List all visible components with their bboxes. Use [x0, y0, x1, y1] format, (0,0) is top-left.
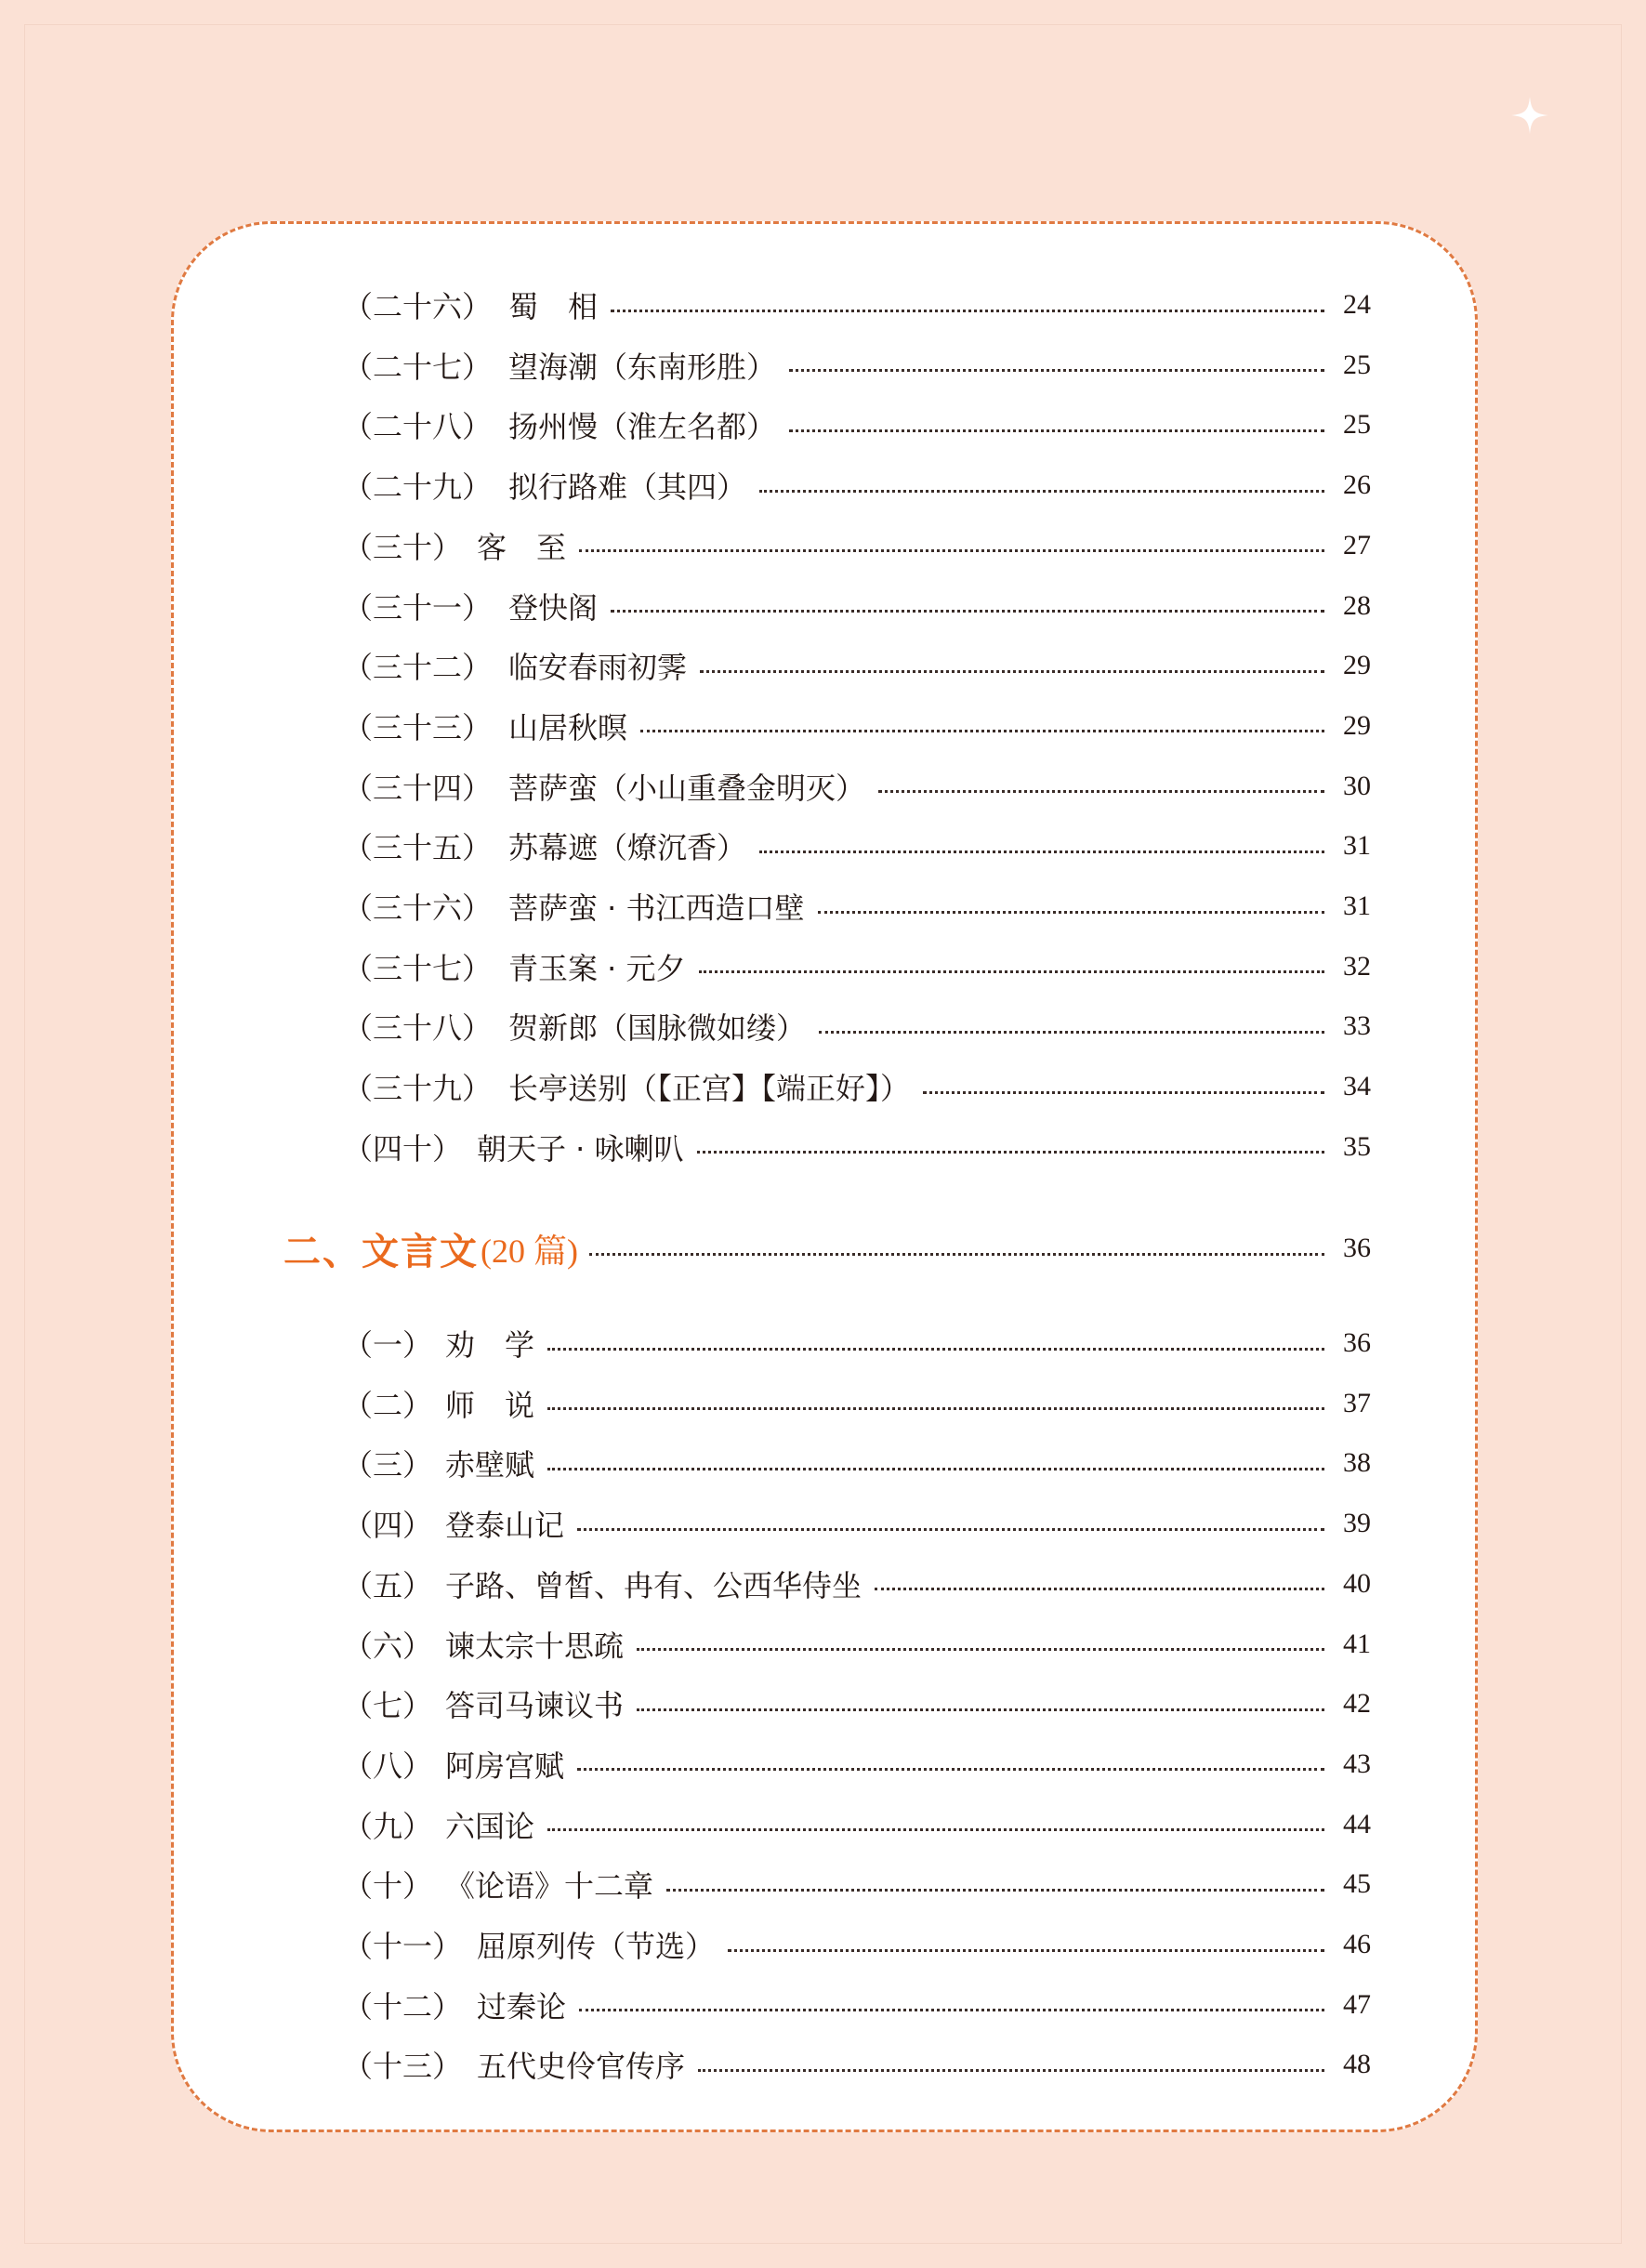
toc-entry-title: 谏太宗十思疏	[445, 1628, 625, 1664]
toc-entry[interactable]	[343, 280, 1371, 330]
toc-entry-title: 山居秋暝	[508, 709, 628, 745]
toc-entry-title: 菩萨蛮 · 书江西造口壁	[508, 890, 805, 926]
toc-entry-number: （四）	[343, 1508, 433, 1544]
toc-entry-page: 33	[1343, 1010, 1371, 1042]
dot-leader	[878, 790, 1324, 793]
toc-entry[interactable]	[343, 1001, 1371, 1051]
dot-leader	[728, 1949, 1324, 1952]
toc-entry-number: （二十六）	[343, 289, 493, 324]
toc-entry-title: 青玉案 · 元夕	[508, 950, 686, 986]
dot-leader	[611, 310, 1324, 312]
toc-entry-number: （三）	[343, 1447, 433, 1483]
dot-leader	[819, 1031, 1324, 1034]
dot-leader	[637, 1708, 1324, 1711]
toc-entry-page: 32	[1343, 950, 1371, 982]
toc-entry-number: （二十七）	[343, 349, 493, 385]
toc-entry-page: 29	[1343, 650, 1371, 681]
toc-entry-title: 答司马谏议书	[445, 1688, 625, 1724]
toc-entry[interactable]	[343, 1919, 1371, 1970]
dot-leader	[699, 970, 1324, 973]
toc-entry[interactable]	[343, 1800, 1371, 1850]
dot-leader	[637, 1648, 1324, 1651]
toc-entry[interactable]	[343, 1559, 1371, 1609]
dot-leader	[789, 429, 1324, 432]
dot-leader	[547, 1407, 1324, 1410]
toc-entry[interactable]	[343, 1378, 1371, 1429]
dot-leader	[547, 1468, 1324, 1470]
dot-leader	[589, 1253, 1324, 1256]
sparkle-icon	[1511, 97, 1548, 134]
toc-entry-number: （六）	[343, 1628, 433, 1664]
toc-entry-title: 贺新郎（国脉微如缕）	[508, 1010, 807, 1047]
toc-entry[interactable]	[343, 701, 1371, 751]
toc-entry-page: 39	[1343, 1508, 1371, 1539]
toc-entry-page: 24	[1343, 289, 1371, 320]
toc-entry-title: 屈原列传（节选）	[477, 1929, 716, 1964]
toc-entry-page: 41	[1343, 1628, 1371, 1659]
toc-entry[interactable]	[343, 1859, 1371, 1909]
toc-entry-number: （三十）	[343, 529, 463, 565]
toc-entry-page: 27	[1343, 529, 1371, 560]
toc-entry-number: （八）	[343, 1747, 433, 1784]
dot-leader	[759, 490, 1324, 493]
toc-entry-page: 40	[1343, 1567, 1371, 1599]
dot-leader	[700, 670, 1324, 673]
toc-entry-title: 《论语》十二章	[445, 1868, 654, 1905]
toc-entry[interactable]	[343, 521, 1371, 571]
toc-entry[interactable]	[343, 2039, 1371, 2090]
toc-entry-page: 30	[1343, 770, 1371, 801]
toc-entry-number: （二十八）	[343, 409, 493, 445]
toc-entry-page: 25	[1343, 349, 1371, 380]
toc-entry-page: 34	[1343, 1071, 1371, 1102]
toc-entry-page: 28	[1343, 589, 1371, 621]
toc-entry[interactable]	[343, 581, 1371, 631]
toc-entry-number: （三十四）	[343, 770, 493, 806]
section-heading-row[interactable]	[283, 1220, 1371, 1276]
dot-leader	[759, 850, 1324, 853]
toc-entry[interactable]	[343, 400, 1371, 450]
toc-entry[interactable]	[343, 640, 1371, 691]
section-count: (20 篇)	[481, 1232, 578, 1270]
toc-entry[interactable]	[343, 1122, 1371, 1172]
toc-entry[interactable]	[343, 460, 1371, 510]
toc-entry-page: 31	[1343, 890, 1371, 921]
dot-leader	[577, 1768, 1324, 1771]
toc-entry-number: （三十九）	[343, 1071, 493, 1107]
toc-entry-title: 望海潮（东南形胜）	[508, 349, 777, 385]
toc-entry-title: 临安春雨初霁	[508, 650, 688, 686]
toc-entry-page: 43	[1343, 1747, 1371, 1779]
toc-entry-number: （十）	[343, 1868, 433, 1905]
toc-entry-page: 29	[1343, 709, 1371, 741]
toc-entry-number: （三十二）	[343, 650, 493, 686]
toc-entry-number: （二十九）	[343, 469, 493, 506]
toc-entry-number: （二）	[343, 1387, 433, 1423]
toc-entry-title: 阿房宫赋	[445, 1747, 565, 1784]
toc-entry-title: 朝天子 · 咏喇叭	[477, 1130, 684, 1167]
toc-entry-page: 37	[1343, 1387, 1371, 1418]
toc-card	[171, 221, 1478, 2132]
dot-leader	[818, 911, 1324, 914]
toc-entry[interactable]	[343, 1739, 1371, 1789]
toc-entry-number: （十三）	[343, 2049, 463, 2085]
toc-entry-number: （三十一）	[343, 589, 493, 626]
toc-entry-page: 31	[1343, 830, 1371, 862]
toc-entry-number: （三十五）	[343, 830, 493, 866]
toc-entry-number: （七）	[343, 1688, 433, 1724]
toc-entry-page: 35	[1343, 1130, 1371, 1162]
toc-entry-title: 五代史伶官传序	[477, 2049, 686, 2085]
toc-entry-title: 客 至	[477, 529, 567, 565]
toc-entry-title: 拟行路难（其四）	[508, 469, 747, 506]
dot-leader	[577, 1528, 1324, 1531]
table-of-contents	[174, 224, 1475, 2130]
dot-leader	[640, 730, 1324, 732]
toc-entry-page: 44	[1343, 1808, 1371, 1839]
dot-leader	[923, 1091, 1324, 1094]
toc-entry-page: 26	[1343, 469, 1371, 501]
toc-entry[interactable]	[343, 1980, 1371, 2030]
dot-leader	[666, 1889, 1324, 1892]
toc-entry[interactable]	[343, 881, 1371, 931]
toc-entry-number: （四十）	[343, 1130, 463, 1167]
dot-leader	[547, 1828, 1324, 1831]
toc-entry-page: 38	[1343, 1447, 1371, 1479]
toc-entry-title: 长亭送别（【正宫】【端正好】）	[508, 1071, 911, 1107]
toc-entry-title: 过秦论	[477, 1988, 567, 2024]
section-page: 36	[1343, 1233, 1371, 1263]
toc-entry-title: 劝 学	[445, 1327, 535, 1363]
dot-leader	[875, 1588, 1324, 1590]
toc-entry-title: 赤壁赋	[445, 1447, 535, 1483]
dot-leader	[579, 2009, 1324, 2011]
toc-entry-title: 蜀 相	[508, 289, 599, 324]
dot-leader	[547, 1348, 1324, 1351]
toc-entry[interactable]	[343, 761, 1371, 811]
toc-entry-page: 48	[1343, 2049, 1371, 2080]
toc-entry-page: 36	[1343, 1327, 1371, 1358]
toc-entry-title: 菩萨蛮（小山重叠金明灭）	[508, 770, 866, 806]
toc-entry-number: （九）	[343, 1808, 433, 1844]
toc-entry-title: 苏幕遮（燎沉香）	[508, 830, 747, 866]
toc-entry-number: （三十三）	[343, 709, 493, 745]
toc-entry-page: 42	[1343, 1688, 1371, 1720]
toc-entry[interactable]	[343, 942, 1371, 992]
toc-entry-number: （一）	[343, 1327, 433, 1363]
dot-leader	[697, 1151, 1324, 1154]
toc-entry-number: （五）	[343, 1567, 433, 1603]
toc-entry-title: 六国论	[445, 1808, 535, 1844]
toc-entry-number: （三十八）	[343, 1010, 493, 1047]
toc-entry[interactable]	[343, 1498, 1371, 1549]
toc-entry-number: （三十六）	[343, 890, 493, 926]
section-title: 二、文言文	[283, 1230, 479, 1273]
toc-entry-number: （十一）	[343, 1929, 463, 1964]
toc-entry-number: （十二）	[343, 1988, 463, 2024]
toc-entry[interactable]	[343, 1061, 1371, 1112]
toc-entry-title: 扬州慢（淮左名都）	[508, 409, 777, 445]
toc-entry[interactable]	[343, 340, 1371, 390]
toc-entry[interactable]	[343, 1318, 1371, 1368]
toc-entry[interactable]	[343, 1619, 1371, 1669]
dot-leader	[789, 369, 1324, 372]
toc-entry-page: 45	[1343, 1868, 1371, 1900]
dot-leader	[698, 2069, 1324, 2072]
toc-entry-title: 登泰山记	[445, 1508, 565, 1544]
toc-entry[interactable]	[343, 821, 1371, 871]
toc-entry-page: 46	[1343, 1929, 1371, 1959]
toc-entry-page: 47	[1343, 1988, 1371, 2020]
toc-entry[interactable]	[343, 1438, 1371, 1488]
toc-entry-page: 25	[1343, 409, 1371, 441]
toc-entry-number: （三十七）	[343, 950, 493, 986]
toc-entry-title: 登快阁	[508, 589, 599, 626]
dot-leader	[579, 549, 1324, 552]
toc-entry[interactable]	[343, 1679, 1371, 1729]
toc-entry-title: 子路、曾皙、冉有、公西华侍坐	[445, 1567, 863, 1603]
dot-leader	[611, 610, 1324, 613]
toc-entry-title: 师 说	[445, 1387, 535, 1423]
